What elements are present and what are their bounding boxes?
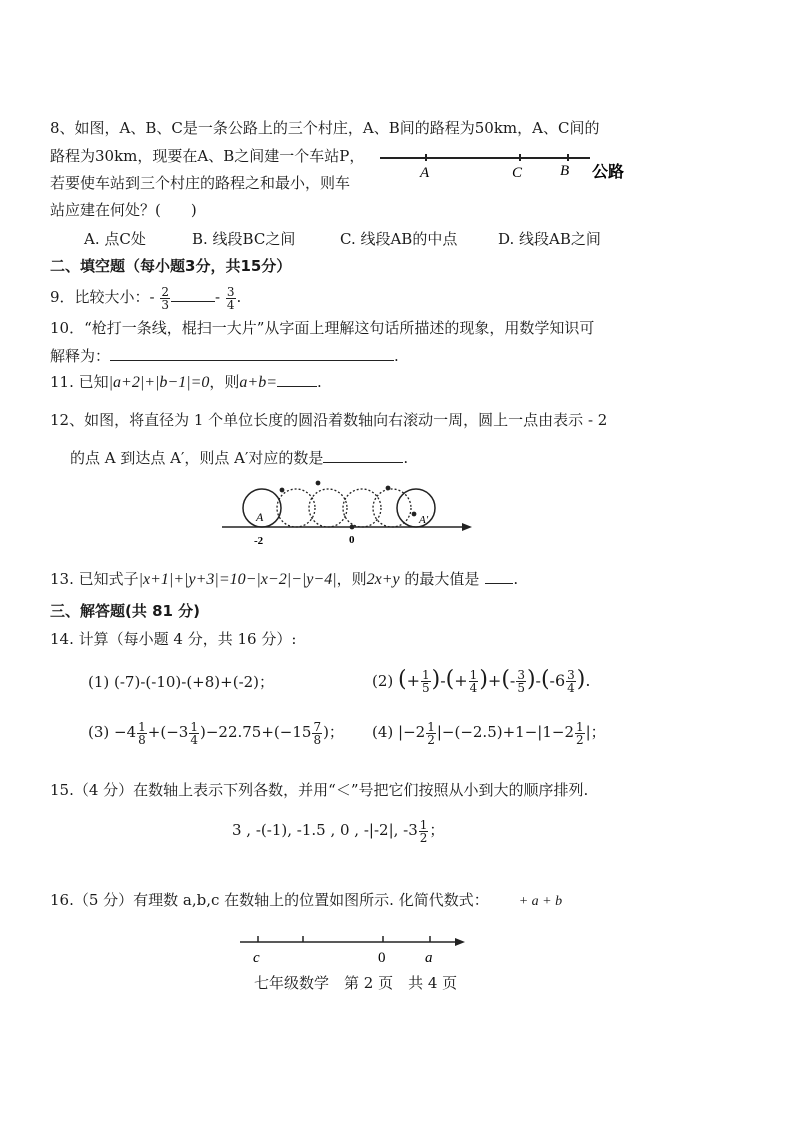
q8-line2: 路程为30km，现要在A、B之间建一个车站P， bbox=[50, 147, 365, 165]
q15-title: 15.（4 分）在数轴上表示下列各数，并用“＜”号把它们按照从小到大的顺序排列. bbox=[50, 781, 589, 799]
q9-prefix: 9．比较大小： bbox=[50, 288, 150, 306]
q12-rolling-circle-figure bbox=[216, 474, 478, 548]
q12-answer-blank[interactable] bbox=[323, 448, 403, 463]
q8-fig-label-b: B bbox=[560, 163, 570, 179]
q10-prefix: 解释为： bbox=[50, 347, 111, 365]
q8-line4: 站应建在何处？( ) bbox=[50, 201, 197, 219]
q14-part4 bbox=[372, 716, 606, 748]
q11-prefix: 11. 已知 bbox=[50, 373, 109, 391]
q10-answer-blank[interactable] bbox=[110, 346, 394, 361]
q13-mid: ，则 bbox=[336, 570, 367, 588]
q10-line1: 10．“枪打一条线，棍扫一大片”从字面上理解这句话所描述的现象，用数学知识可 bbox=[50, 319, 595, 337]
q8-road-figure bbox=[370, 150, 640, 190]
page-footer: 七年级数学 第 2 页 共 4 页 bbox=[254, 974, 458, 992]
q10-line2 bbox=[50, 346, 399, 366]
q14-part2 bbox=[372, 664, 590, 697]
q9-b-sign: - bbox=[215, 288, 225, 306]
q13-tail: 的最大值是 bbox=[399, 570, 480, 588]
q13-answer-blank[interactable] bbox=[485, 569, 513, 584]
q8-option-b: B. 线段BC之间 bbox=[192, 230, 296, 248]
q14-part1: (1) (-7)-(-10)-(+8)+(-2)； bbox=[88, 673, 275, 691]
q15-numbers: 3 , -(-1), -1.5 , 0 , -|-2|, -3 $\frac{1}{2}$ ； bbox=[232, 817, 445, 845]
q13 bbox=[50, 569, 518, 590]
section3-heading: 三、解答题(共 81 分) bbox=[50, 602, 201, 620]
q9-b-numerator: 3 bbox=[226, 284, 235, 299]
q14-part2-label: (2) bbox=[372, 672, 394, 690]
q14-part3 bbox=[88, 716, 344, 748]
q11-ask: a+b= bbox=[239, 374, 278, 391]
q11-expression: |a+2|+|b−1|=0 bbox=[108, 374, 210, 391]
q12-end: . bbox=[403, 449, 409, 467]
q12-line2 bbox=[70, 448, 408, 468]
q8-fig-label-road: 公路 bbox=[592, 162, 625, 181]
q9-b-denominator: 4 bbox=[226, 297, 235, 312]
q9-a-sign: - bbox=[149, 288, 160, 306]
q8-line3: 若要使车站到三个村庄的路程之和最小，则车 bbox=[50, 174, 351, 192]
q12-prefix: 的点 A 到达点 A′，则点 A′对应的数是 bbox=[70, 449, 324, 467]
q8-fig-label-a: A bbox=[420, 165, 430, 181]
q14-part3-label: (3) bbox=[88, 723, 110, 741]
q9-a-numerator: 2 bbox=[161, 284, 170, 299]
q11-answer-blank[interactable] bbox=[277, 372, 317, 387]
q12-fig-label-zero: 0 bbox=[349, 534, 355, 546]
q8-line1: 8、如图，A、B、C是一条公路上的三个村庄，A、B间的路程为50km，A、C间的 bbox=[50, 119, 600, 137]
q16-expression: + a + b bbox=[518, 894, 563, 909]
q14-part4-label: (4) bbox=[372, 723, 394, 741]
q8-option-d: D. 线段AB之间 bbox=[498, 230, 601, 248]
q14-part4-expression: |−2 $\frac{1}{2}$ |−(−2.5)+1−|1−2 $\frac{1}{2}$ |； bbox=[398, 719, 606, 747]
q12-fig-label-a: A bbox=[256, 510, 264, 524]
q8-option-c: C. 线段AB的中点 bbox=[340, 230, 458, 248]
q16-fig-label-zero: 0 bbox=[378, 950, 386, 966]
q12-line1: 12、如图，将直径为 1 个单位长度的圆沿着数轴向右滚动一周，圆上一点由表示 - 2 bbox=[50, 411, 608, 429]
q8-fig-label-c: C bbox=[512, 165, 523, 181]
q14-part2-expression: (+ $\frac{1}{5}$ )-(+ $\frac{1}{4}$ )+(- $\frac{3}{5}$ )-(-6 $\frac{3}{4}$ ). bbox=[398, 667, 591, 695]
q16-fig-label-c: c bbox=[253, 950, 260, 966]
q13-end: . bbox=[513, 570, 519, 588]
q11 bbox=[50, 372, 322, 393]
q14-part3-expression: −4 $\frac{1}{8}$ +(−3 $\frac{1}{4}$ )−22.75+(−15 $\frac{7}{8}$ )； bbox=[114, 719, 344, 747]
q16-number-line-figure bbox=[236, 928, 472, 968]
q11-end: . bbox=[317, 373, 322, 391]
q11-mid: ，则 bbox=[209, 373, 240, 391]
q9-a-denominator: 3 bbox=[161, 297, 170, 312]
q15-number-list: 3 , -(-1), -1.5 , 0 , -|-2|, -3 bbox=[232, 821, 418, 839]
q16-fig-label-a: a bbox=[425, 950, 433, 966]
q9-end: . bbox=[236, 288, 242, 306]
section2-heading: 二、填空题（每小题3分，共15分） bbox=[50, 257, 292, 275]
q16-title-text: 16.（5 分）有理数 a,b,c 在数轴上的位置如图所示. 化简代数式： bbox=[50, 891, 489, 909]
q14-title: 14. 计算（每小题 4 分，共 16 分）: bbox=[50, 630, 297, 648]
q9-fraction-b bbox=[226, 286, 236, 311]
q9-fraction-a bbox=[160, 286, 170, 311]
q9-answer-blank[interactable] bbox=[171, 287, 215, 302]
q10-end: . bbox=[394, 347, 399, 365]
q12-fig-label-minus2: -2 bbox=[254, 535, 264, 547]
q13-ask: 2x+y bbox=[366, 571, 400, 588]
q12-fig-label-a-prime: A′ bbox=[419, 514, 429, 526]
q8-option-a: A. 点C处 bbox=[84, 230, 146, 248]
q13-expression: |x+1|+|y+3|=10−|x−2|−|y−4| bbox=[138, 571, 337, 588]
q13-prefix: 13. 已知式子 bbox=[50, 570, 139, 588]
q16-title bbox=[50, 890, 562, 912]
q9 bbox=[50, 284, 241, 311]
